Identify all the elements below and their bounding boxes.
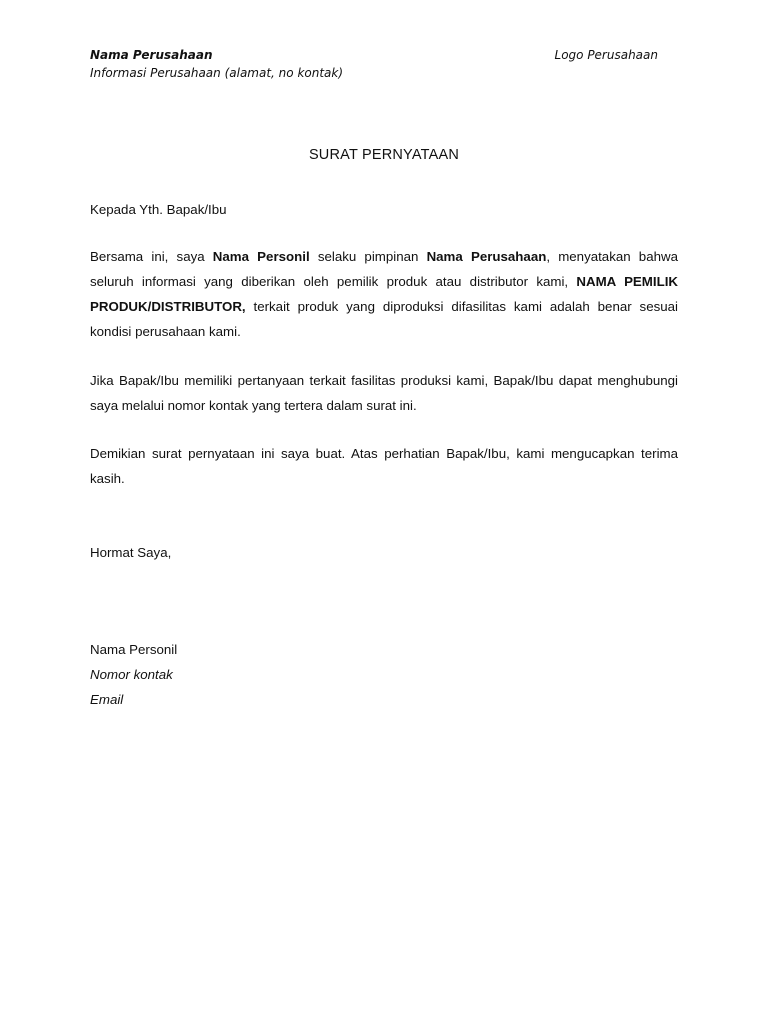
- company-name: Nama Perusahaan: [90, 48, 213, 62]
- para1-text-1: Bersama ini, saya: [90, 249, 213, 264]
- company-name-inline: Nama Perusahaan: [426, 249, 547, 264]
- statement-paragraph: [90, 244, 678, 344]
- salutation: Kepada Yth. Bapak/Ibu: [90, 202, 227, 217]
- para1-text-4: terkait produk yang diproduksi difasilitas kami adalah benar sesuai kondisi perusahaan kami.: [90, 299, 678, 339]
- signatory-email: Email: [90, 692, 124, 707]
- company-info: Informasi Perusahaan (alamat, no kontak): [90, 66, 344, 80]
- contact-paragraph: Jika Bapak/Ibu memiliki pertanyaan terkait fasilitas produksi kami, Bapak/Ibu dapat menghubungi saya melalui nomor kontak yang tertera dalam surat ini.: [90, 373, 678, 413]
- company-logo-placeholder: Logo Perusahaan: [554, 48, 658, 62]
- closing-paragraph: Demikian surat pernyataan ini saya buat. Atas perhatian Bapak/Ibu, kami mengucapkan terima kasih.: [90, 446, 678, 486]
- personnel-name: Nama Personil: [212, 249, 310, 264]
- signatory-name: Nama Personil: [90, 642, 178, 657]
- para1-text-3: , menyatakan bahwa seluruh informasi yang diberikan oleh pemilik produk atau distributor kami,: [90, 249, 678, 289]
- para1-text-2: selaku pimpinan: [309, 249, 427, 264]
- letterhead: [90, 46, 660, 82]
- letter-title: SURAT PERNYATAAN: [308, 147, 460, 163]
- closing-greeting: Hormat Saya,: [90, 545, 172, 560]
- signatory-contact: Nomor kontak: [90, 667, 173, 682]
- product-owner-name: NAMA PEMILIK PRODUK/DISTRIBUTOR,: [90, 274, 678, 314]
- signature-block: [90, 637, 678, 712]
